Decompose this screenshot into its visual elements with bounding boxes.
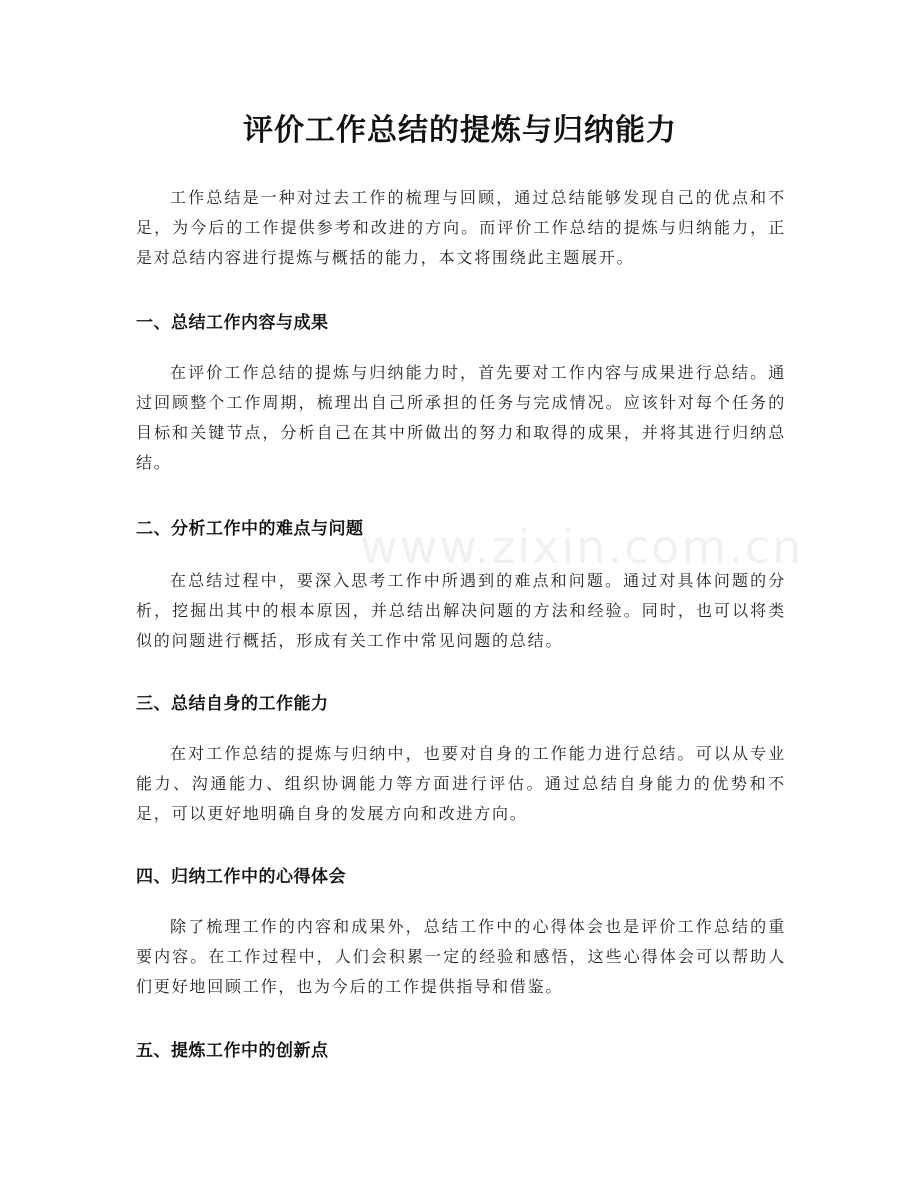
section-4-heading: 四、归纳工作中的心得体会 [136,867,346,887]
section-3-body: 在对工作总结的提炼与归纳中，也要对自身的工作能力进行总结。可以从专业能力、沟通能力、组织协调能力等方面进行评估。通过总结自身能力的优势和不足，可以更好地明确自身的发展方向和改进方向。 [136,744,786,823]
section-5-heading: 五、提炼工作中的创新点 [136,1041,329,1061]
section-3-heading: 三、总结自身的工作能力 [136,694,329,714]
document-title: 评价工作总结的提炼与归纳能力 [243,113,677,148]
section-2-body: 在总结过程中，要深入思考工作中所遇到的难点和问题。通过对具体问题的分析，挖掘出其中的根本原因，并总结出解决问题的方法和经验。同时，也可以将类似的问题进行概括，形成有关工作中常见问题的总结。 [136,571,786,650]
watermark-text: www.zixin.com.cn [360,520,804,574]
section-1-heading: 一、总结工作内容与成果 [136,313,329,333]
section-4-body: 除了梳理工作的内容和成果外，总结工作中的心得体会也是评价工作总结的重要内容。在工作过程中，人们会积累一定的经验和感悟，这些心得体会可以帮助人们更好地回顾工作，也为今后的工作提供指导和借鉴。 [136,917,786,996]
section-2-heading: 二、分析工作中的难点与问题 [136,519,364,539]
intro-paragraph: 工作总结是一种对过去工作的梳理与回顾，通过总结能够发现自己的优点和不足，为今后的工作提供参考和改进的方向。而评价工作总结的提炼与归纳能力，正是对总结内容进行提炼与概括的能力，本文将围绕此主题展开。 [136,188,786,267]
section-1-body: 在评价工作总结的提炼与归纳能力时，首先要对工作内容与成果进行总结。通过回顾整个工作周期，梳理出自己所承担的任务与完成情况。应该针对每个任务的目标和关键节点，分析自己在其中所做出的努力和取得的成果，并将其进行归纳总结。 [136,363,786,472]
